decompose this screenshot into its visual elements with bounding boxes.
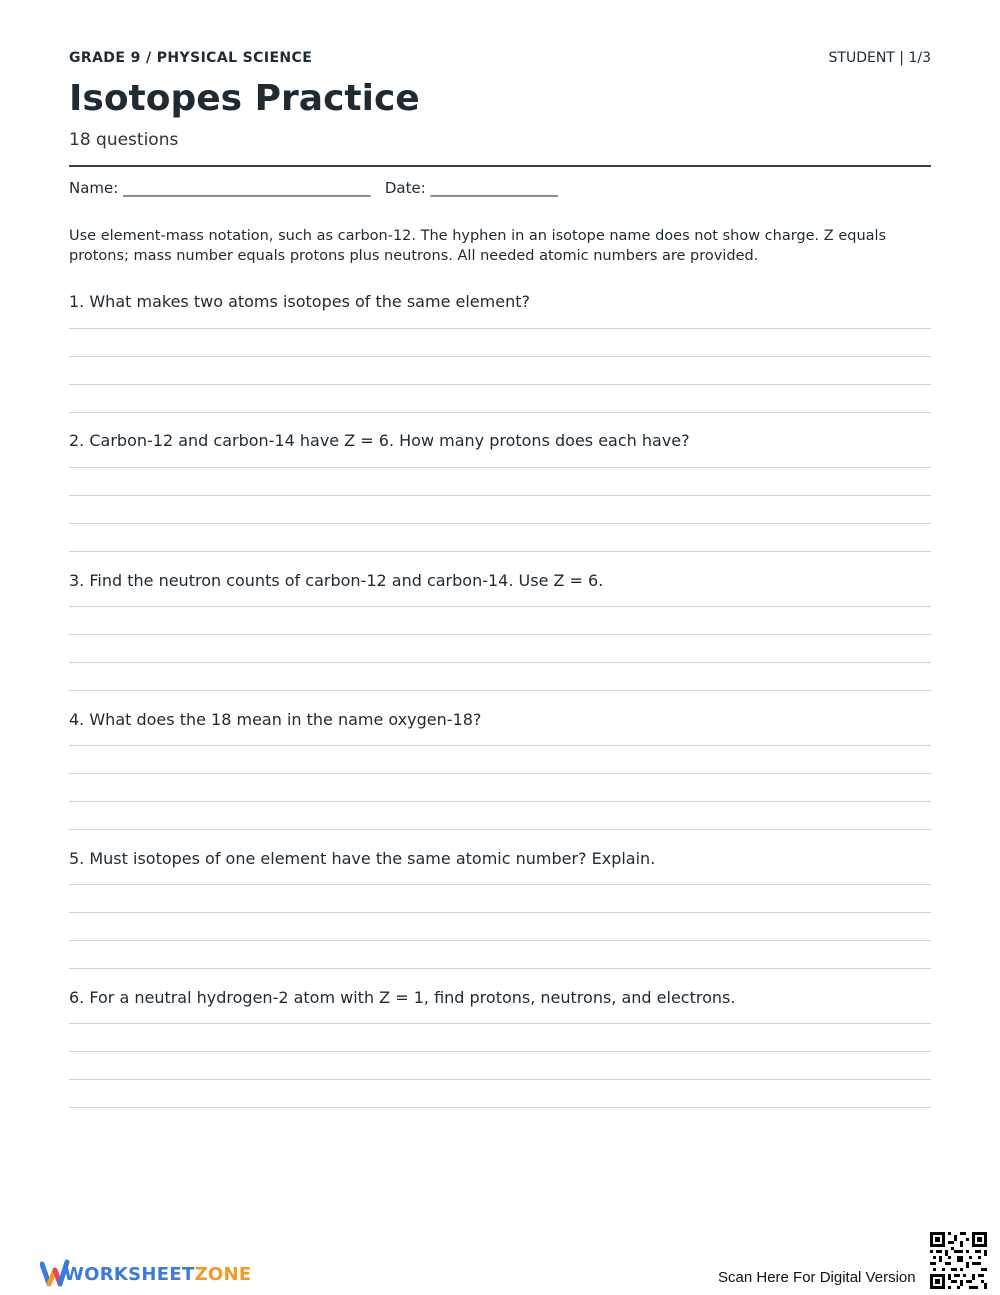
question-4	[69, 710, 931, 840]
question-text: 5. Must isotopes of one element have the same atomic number? Explain.	[69, 849, 656, 868]
question-count: 18 questions	[69, 130, 179, 150]
worksheetzone-logo[interactable]	[40, 1258, 270, 1290]
answer-line[interactable]	[69, 356, 931, 357]
answer-line[interactable]	[69, 412, 931, 413]
answer-line[interactable]	[69, 773, 931, 774]
answer-line[interactable]	[69, 634, 931, 635]
answer-line[interactable]	[69, 662, 931, 663]
answer-line[interactable]	[69, 690, 931, 691]
qr-code-icon[interactable]	[930, 1232, 987, 1289]
page-info: STUDENT | 1/3	[828, 50, 931, 66]
question-text: 3. Find the neutron counts of carbon-12 and carbon-14. Use Z = 6.	[69, 571, 604, 590]
question-1	[69, 292, 931, 422]
question-3	[69, 571, 931, 701]
answer-line[interactable]	[69, 1051, 931, 1052]
answer-line[interactable]	[69, 1079, 931, 1080]
question-text: 2. Carbon-12 and carbon-14 have Z = 6. How many protons does each have?	[69, 431, 690, 450]
answer-line[interactable]	[69, 912, 931, 913]
question-text: 1. What makes two atoms isotopes of the same element?	[69, 292, 530, 311]
question-2	[69, 431, 931, 561]
name-date-fields: Name: _________________________________ Date: _________________	[69, 179, 559, 197]
header-divider	[69, 165, 931, 167]
logo-wordmark: WORKSHEETZONE	[64, 1264, 252, 1285]
answer-line[interactable]	[69, 745, 931, 746]
answer-line[interactable]	[69, 801, 931, 802]
answer-line[interactable]	[69, 940, 931, 941]
answer-line[interactable]	[69, 606, 931, 607]
question-text: 6. For a neutral hydrogen-2 atom with Z = 1, find protons, neutrons, and electrons.	[69, 988, 736, 1007]
question-5	[69, 849, 931, 979]
answer-line[interactable]	[69, 467, 931, 468]
answer-line[interactable]	[69, 884, 931, 885]
answer-line[interactable]	[69, 829, 931, 830]
answer-line[interactable]	[69, 968, 931, 969]
answer-line[interactable]	[69, 1107, 931, 1108]
answer-line[interactable]	[69, 551, 931, 552]
instructions: Use element-mass notation, such as carbon-12. The hyphen in an isotope name does not show charge. Z equals protons; mass number equals protons plus neutrons. All needed atomic numbers are provided.	[69, 228, 887, 264]
question-6	[69, 988, 931, 1118]
page-title: Isotopes Practice	[69, 78, 420, 119]
answer-line[interactable]	[69, 384, 931, 385]
answer-line[interactable]	[69, 328, 931, 329]
answer-line[interactable]	[69, 495, 931, 496]
course-label: GRADE 9 / PHYSICAL SCIENCE	[69, 50, 313, 66]
answer-line[interactable]	[69, 523, 931, 524]
answer-line[interactable]	[69, 1023, 931, 1024]
worksheet-header	[69, 50, 931, 70]
scan-caption: Scan Here For Digital Version	[718, 1269, 916, 1286]
question-text: 4. What does the 18 mean in the name oxygen-18?	[69, 710, 482, 729]
